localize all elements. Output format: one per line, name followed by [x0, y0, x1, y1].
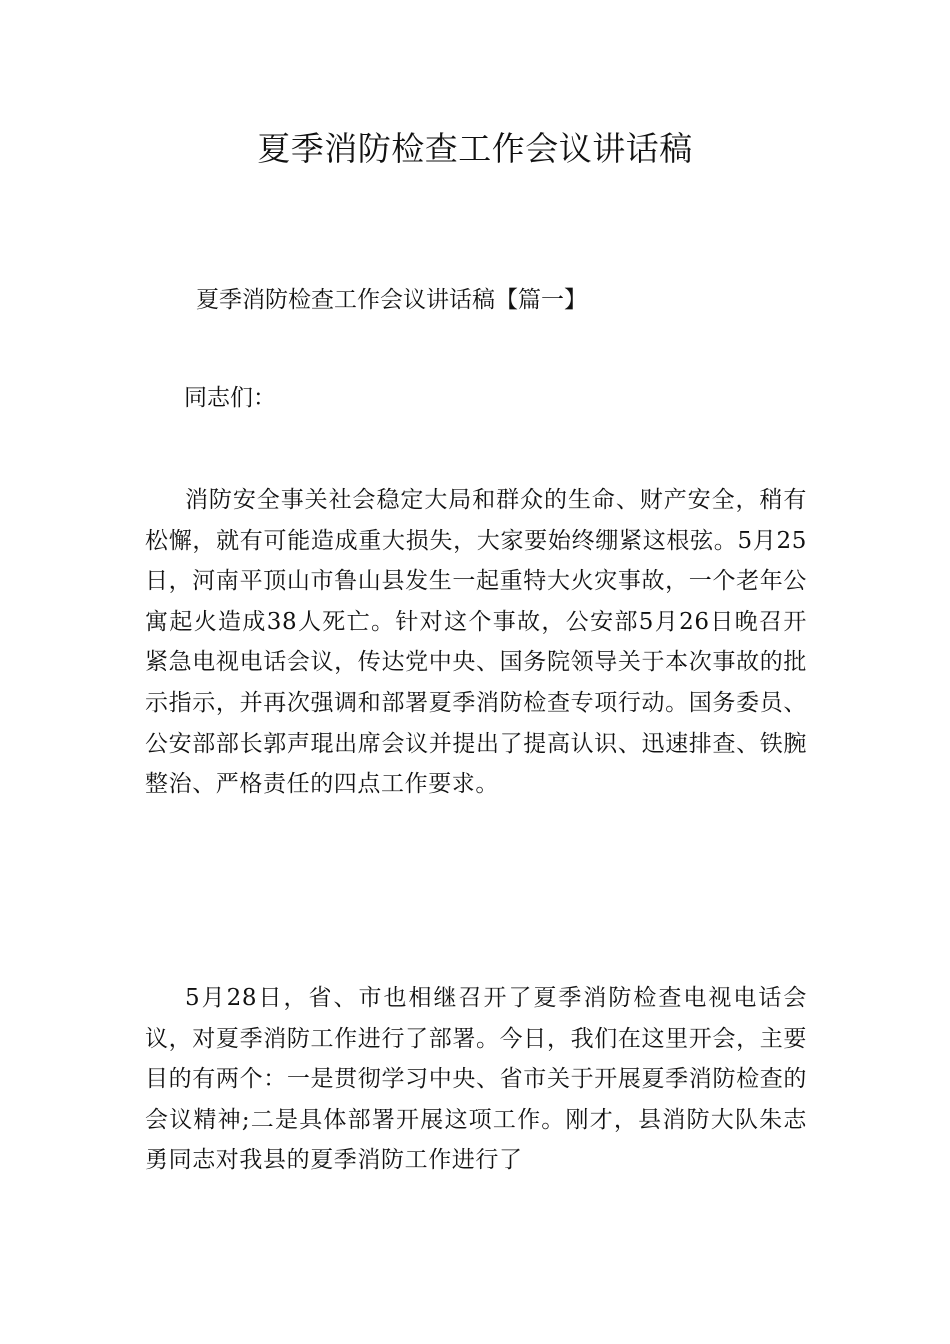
body-paragraph-2: 5月28日，省、市也相继召开了夏季消防检查电视电话会议，对夏季消防工作进行了部署。今日，我们在这里开会，主要目的有两个：一是贯彻学习中央、省市关于开展夏季消防检查的会议精神;二是具体部署开展这项工作。刚才，县消防大队朱志勇同志对我县的夏季消防工作进行了: [145, 985, 807, 1174]
body-paragraph-1: 消防安全事关社会稳定大局和群众的生命、财产安全，稍有松懈，就有可能造成重大损失，大家要始终绷紧这根弦。5月25日，河南平顶山市鲁山县发生一起重特大火灾事故，一个老年公寓起火造成38人死亡。针对这个事故，公安部5月26日晚召开紧急电视电话会议，传达党中央、国务院领导关于本次事故的批示指示，并再次强调和部署夏季消防检查专项行动。国务委员、公安部部长郭声琨出席会议并提出了提高认识、迅速排查、铁腕整治、严格责任的四点工作要求。: [145, 487, 807, 798]
document-title: 夏季消防检查工作会议讲话稿: [257, 129, 693, 168]
salutation: 同志们：: [184, 385, 276, 411]
section-heading: 夏季消防检查工作会议讲话稿【篇一】: [196, 287, 587, 313]
